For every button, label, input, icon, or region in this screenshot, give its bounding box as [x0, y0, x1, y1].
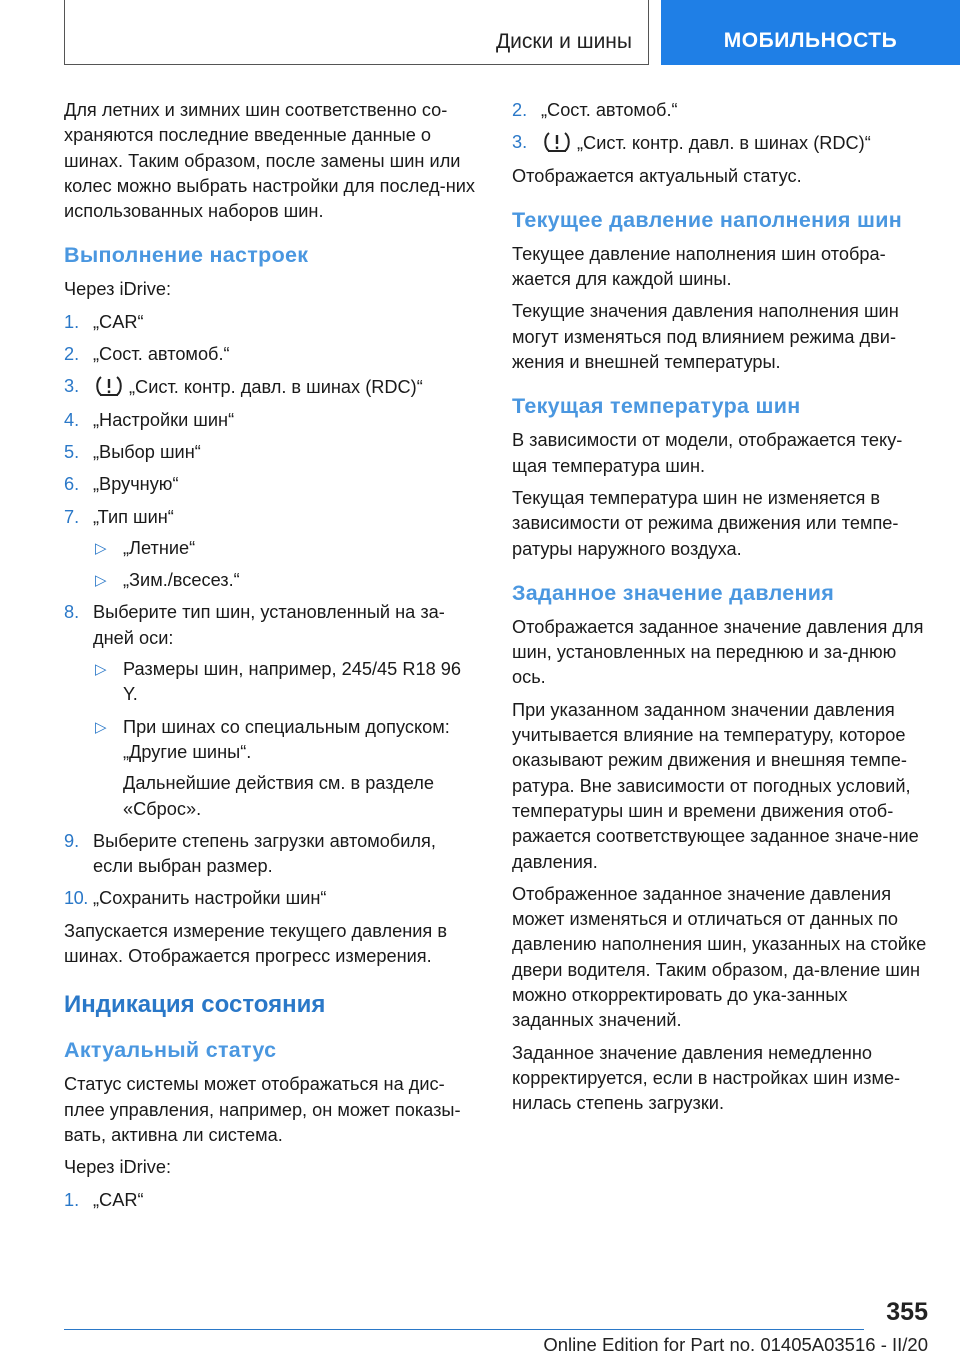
step-number: 6. [64, 474, 80, 495]
sub-item [93, 568, 480, 593]
via-idrive-label-2: Через iDrive: [64, 1157, 171, 1178]
chapter-title: МОБИЛЬНОСТЬ [723, 29, 898, 52]
pressure-paragraph-1: Текущее давление наполнения шин отобра-жается для каждой шины. [512, 243, 886, 290]
settings-heading: Выполнение настроек [64, 243, 309, 268]
temperature-heading: Текущая температура шин [512, 394, 801, 419]
measure-paragraph: Запускается измерение текущего давления в шинах. Отображается прогресс измерения. [64, 920, 447, 967]
step-number: 3. [512, 132, 528, 153]
step-text: Выберите степень загрузки автомобиля, если выбран размер. [93, 830, 436, 877]
step-text: „Сист. контр. давл. в шинах (RDC)“ [129, 377, 423, 398]
current-status-heading: Актуальный статус [64, 1038, 277, 1063]
sub-text: „Зим./всесез.“ [123, 570, 240, 591]
step-text: „Сист. контр. давл. в шинах (RDC)“ [577, 133, 871, 154]
step-text: „CAR“ [93, 311, 144, 332]
step-text: Выберите тип шин, установленный на за-дней оси: [93, 602, 445, 648]
step8-options [93, 657, 480, 822]
step-item [64, 408, 480, 433]
step-item [64, 310, 480, 335]
settings-steps [64, 310, 480, 912]
step-number: 2. [512, 100, 528, 120]
step-text: „CAR“ [93, 1189, 144, 1210]
target-paragraph-2: При указанном заданном значении давления учитывается влияние на температуру, которое оказывают режим движения и внешняя темпе-ратура. Вне зависимости от погодных условий, температуры шин и времени движения отоб-ражается соответствующее заданное значе-ние давления. [512, 699, 919, 872]
triangle-bullet-icon: ▷ [95, 661, 107, 679]
step-number: 1. [64, 311, 80, 332]
step-number: 7. [64, 506, 80, 527]
sub-item [93, 715, 480, 822]
step-item [64, 600, 480, 821]
status-steps-left [64, 1188, 480, 1213]
sub-text: Размеры шин, например, 245/45 R18 96 Y. [123, 659, 461, 705]
step8-note: Дальнейшие действия см. в разделе «Сброс». [123, 773, 435, 819]
step-number: 4. [64, 409, 80, 430]
tire-pressure-warning-icon [543, 130, 571, 154]
right-column [512, 98, 932, 1124]
step-item [64, 440, 480, 465]
status-paragraph: Статус системы может отображаться на дис-плее управления, например, он может показы-вать, активна ли система. [64, 1074, 461, 1145]
temperature-paragraph-1: В зависимости от модели, отображается теку-щая температура шин. [512, 430, 903, 476]
target-paragraph-4: Заданное значение давления немедленно корректируется, если в настройках шин изме-нилась степень загрузки. [512, 1042, 901, 1114]
intro-paragraph: Для летних и зимних шин соответственно со-храняются последние введенные данные о шинах. Таким образом, после замены шин или колес можно выбрать настройки для послед-них использованных наборов шин. [64, 100, 476, 222]
step-number: 2. [64, 344, 80, 365]
step-text: „Тип шин“ [93, 506, 174, 527]
step-text: „Сохранить настройки шин“ [93, 888, 327, 909]
step-item [64, 374, 480, 400]
step-number: 9. [64, 830, 80, 851]
triangle-bullet-icon: ▷ [95, 572, 107, 590]
step-item [64, 342, 480, 367]
temperature-paragraph-2: Текущая температура шин не изменяется в зависимости от режима движения или темпе-ратуры наружного воздуха. [512, 487, 899, 559]
pressure-heading: Текущее давление наполнения шин [512, 207, 903, 232]
pressure-paragraph-2: Текущие значения давления наполнения шин могут изменяться под влиянием режима дви-жения и внешней температуры. [512, 301, 899, 373]
status-steps-right [512, 98, 932, 157]
footer-divider [64, 1329, 864, 1330]
step-item [512, 98, 932, 123]
status-shown-paragraph: Отображается актуальный статус. [512, 165, 802, 186]
step-text: „Сост. автомоб.“ [93, 344, 230, 365]
triangle-bullet-icon: ▷ [95, 539, 107, 557]
target-pressure-heading: Заданное значение давления [512, 580, 835, 605]
step-number: 10. [64, 888, 88, 909]
edition-footer: Online Edition for Part no. 01405A03516 - II/20 [543, 1334, 928, 1355]
step-item [64, 829, 480, 880]
sub-item [93, 536, 480, 561]
page-number: 355 [886, 1298, 928, 1326]
section-title: Диски и шины [495, 30, 632, 53]
step-number: 3. [64, 376, 80, 397]
sub-text: При шинах со специальным допуском: „Другие шины“. [123, 716, 450, 762]
step-text: „Вручную“ [93, 474, 179, 495]
step-item [512, 130, 932, 156]
step-text: „Настройки шин“ [93, 409, 235, 430]
chapter-tab [661, 0, 960, 65]
step-item [64, 472, 480, 497]
header-section-box [64, 0, 649, 65]
step-text: „Выбор шин“ [93, 441, 201, 462]
step7-options [93, 536, 480, 594]
step-number: 5. [64, 441, 80, 462]
step-item [64, 1188, 480, 1213]
step-item [64, 886, 480, 911]
step-number: 1. [64, 1189, 80, 1210]
step-number: 8. [64, 602, 80, 623]
tire-pressure-warning-icon [95, 374, 123, 398]
target-paragraph-3: Отображенное заданное значение давления может изменяться и отличаться от данных по давлению наполнения шин, указанных на стойке двери водителя. Таким образом, да-вление шин можно откорректировать до ука-занных заданных значений. [512, 883, 927, 1031]
step-text: „Сост. автомоб.“ [541, 100, 678, 120]
status-heading: Индикация состояния [64, 991, 326, 1019]
triangle-bullet-icon: ▷ [95, 718, 107, 736]
sub-text: „Летние“ [123, 537, 196, 558]
via-idrive-label: Через iDrive: [64, 279, 171, 300]
sub-item [93, 657, 480, 708]
target-paragraph-1: Отображается заданное значение давления для шин, установленных на переднюю и за-днюю ось. [512, 616, 924, 688]
step-item [64, 505, 480, 594]
left-column [64, 98, 480, 1220]
